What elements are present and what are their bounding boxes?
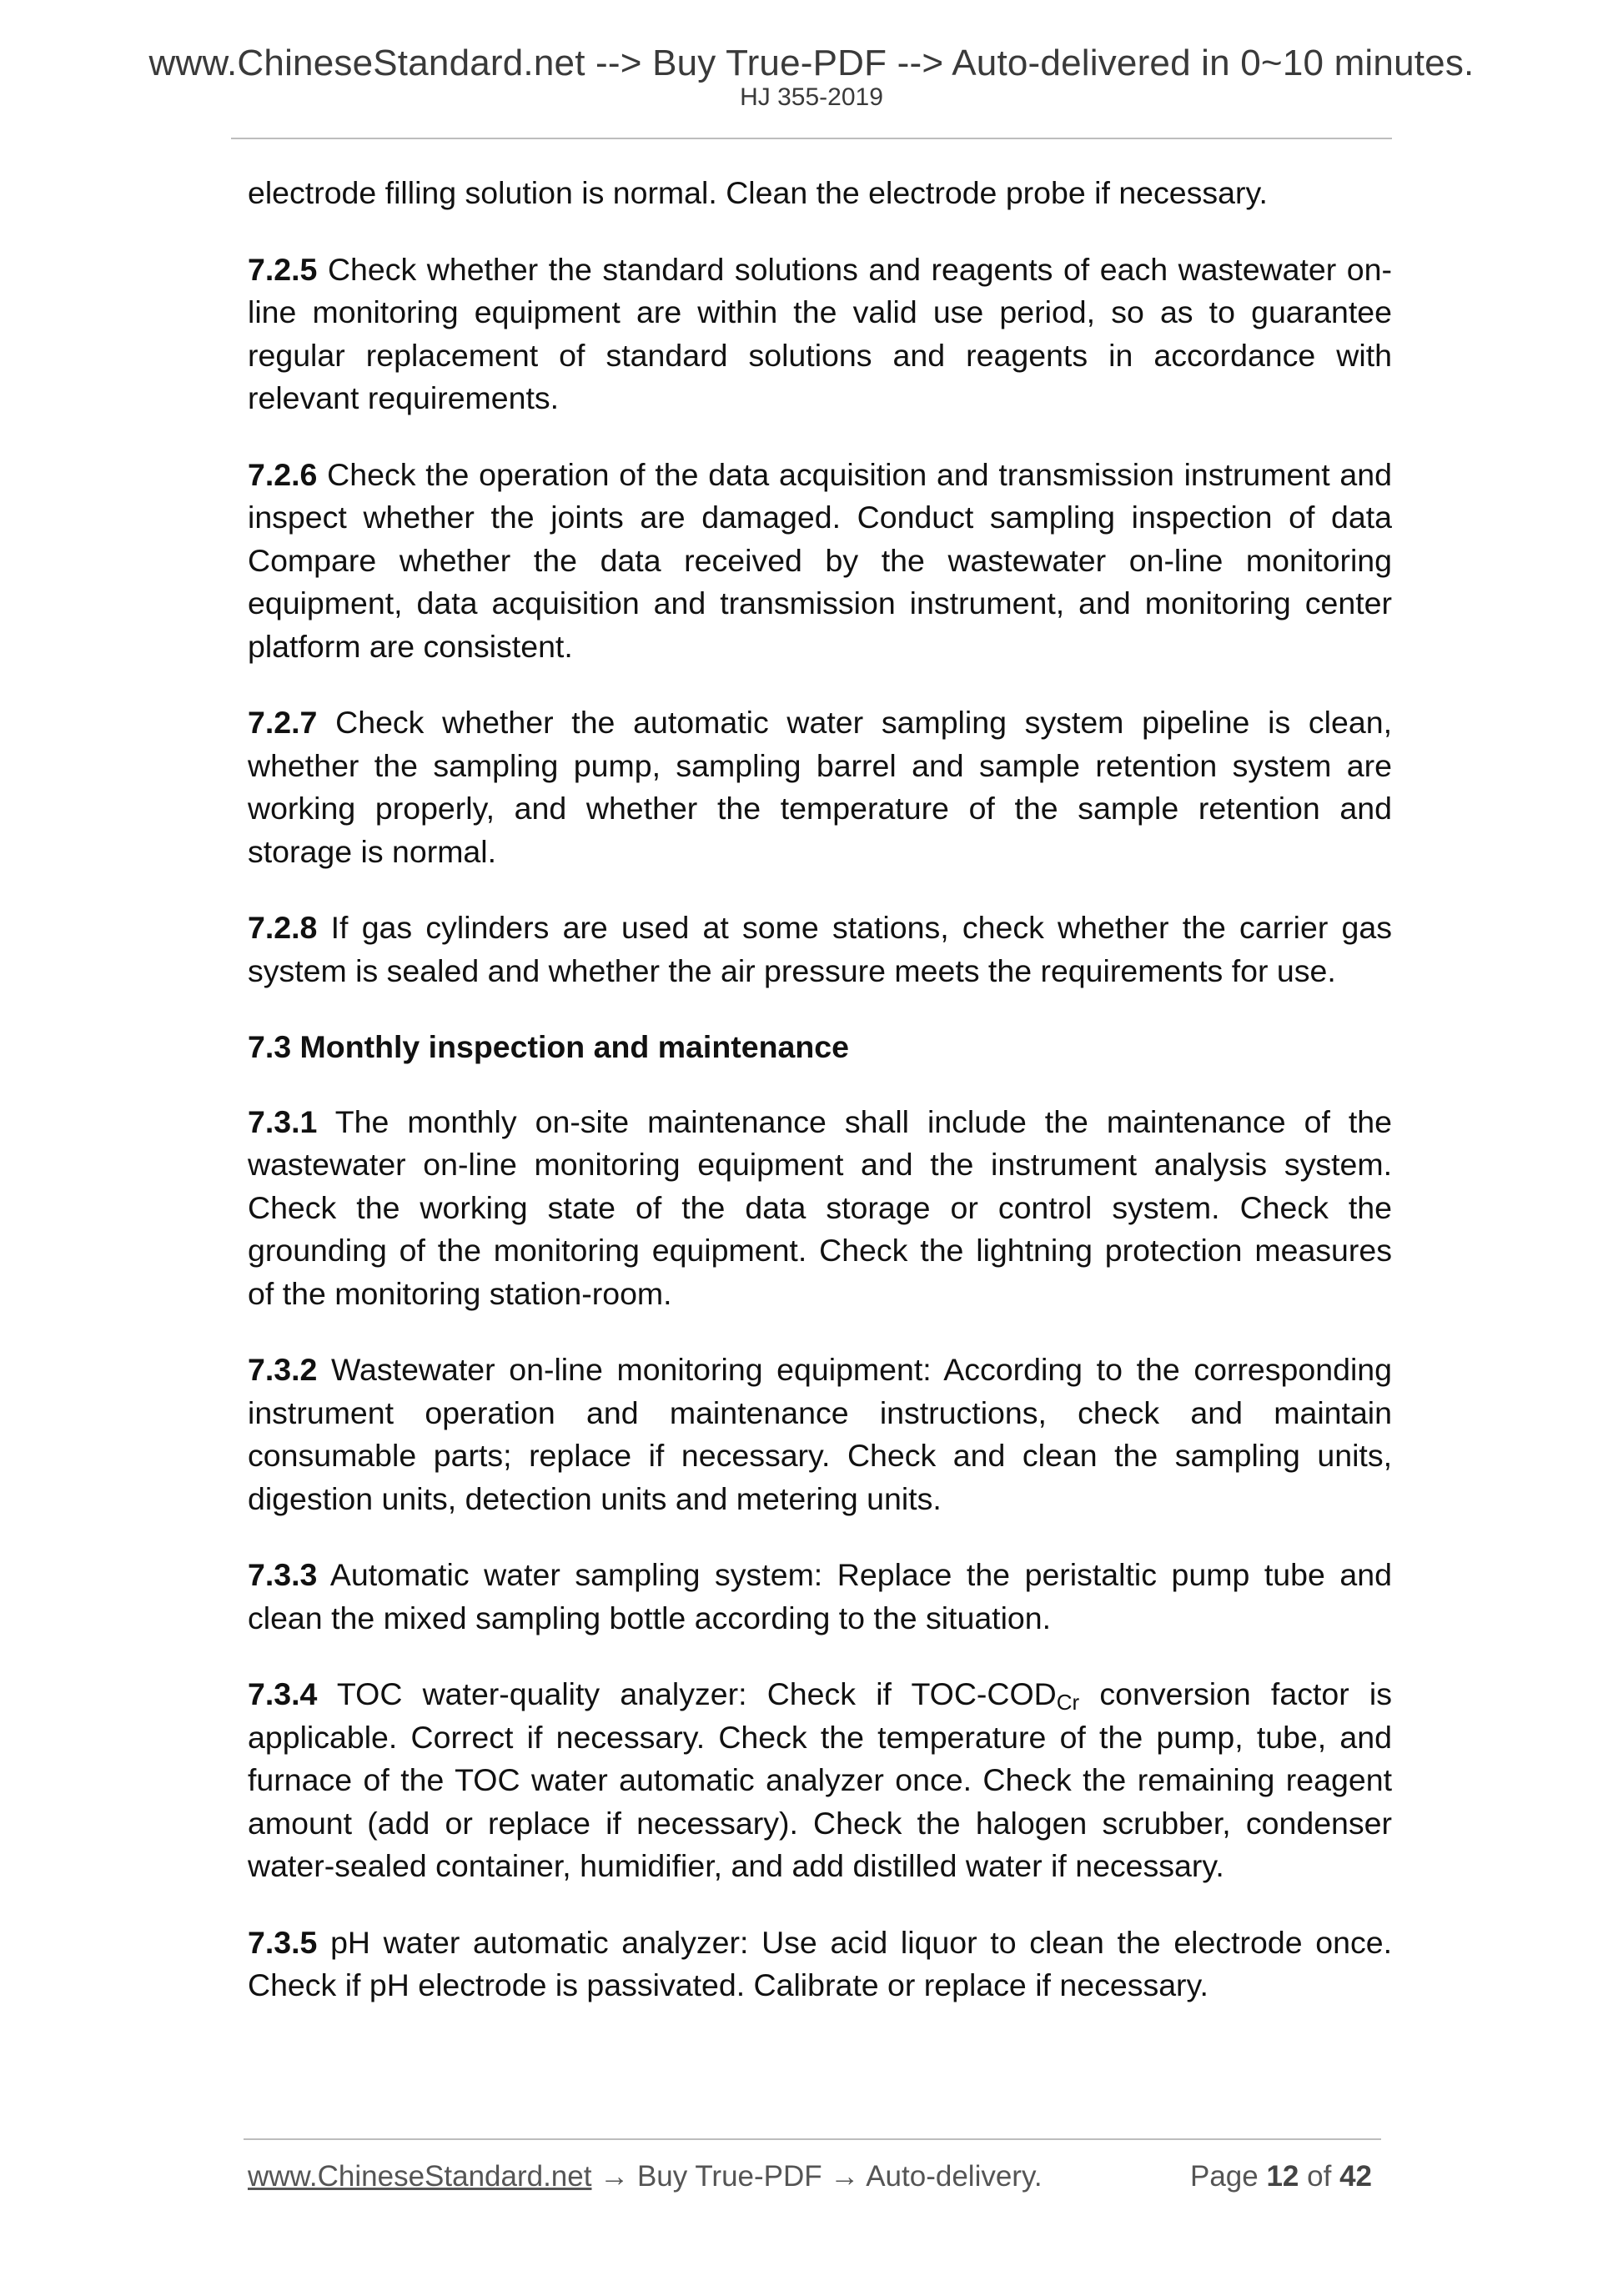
paragraph-continuation xyxy=(248,172,1392,215)
footer-links xyxy=(248,2158,1043,2195)
document-code: HJ 355-2019 xyxy=(740,83,883,111)
clause-number: 7.3.2 xyxy=(248,1352,318,1387)
clause-7-3-3 xyxy=(248,1554,1392,1640)
clause-number: 7.3.5 xyxy=(248,1924,318,1960)
clause-7-3-4 xyxy=(248,1673,1392,1888)
delivery-text: Auto-delivery. xyxy=(866,2160,1043,2193)
clause-text: pH water automatic analyzer: Use acid liquor to clean the electrode once. Check if pH electrode is passivated. Calibrate or replace if necessary. xyxy=(248,1924,1392,2002)
clause-number: 7.3.1 xyxy=(248,1103,318,1139)
page-number: 12 xyxy=(1266,2160,1299,2193)
clause-text: Check the operation of the data acquisition and transmission instrument and inspect whether the joints are damaged. Conduct sampling inspection of data Compare whether the data received by the wastewater on-line monitoring equipment, data acquisition and transmission instrument, and monitoring center platform are consistent. xyxy=(248,456,1392,664)
clause-7-3-1 xyxy=(248,1101,1392,1316)
section-heading-7-3: 7.3 Monthly inspection and maintenance xyxy=(248,1029,849,1064)
clause-text: Automatic water sampling system: Replace the peristaltic pump tube and clean the mixed sampling bottle according to the situation. xyxy=(248,1557,1392,1635)
page-label: Page xyxy=(1189,2160,1259,2193)
clause-number: 7.2.6 xyxy=(248,456,318,492)
clause-number: 7.2.8 xyxy=(248,910,318,945)
clause-7-3-2 xyxy=(248,1349,1392,1520)
arrow-icon: → xyxy=(830,2160,860,2193)
clause-number: 7.2.7 xyxy=(248,705,318,740)
website-link[interactable]: www.ChineseStandard.net xyxy=(248,2160,592,2193)
clause-7-2-7 xyxy=(248,701,1392,873)
paragraph-text: electrode filling solution is normal. Clean the electrode probe if necessary. xyxy=(248,175,1268,210)
clause-7-2-6 xyxy=(248,454,1392,669)
clause-text: If gas cylinders are used at some stations, check whether the carrier gas system is sealed and whether the air pressure meets the requirements for use. xyxy=(248,910,1392,988)
clause-7-2-8 xyxy=(248,907,1392,992)
subscript-cr: Cr xyxy=(1056,1690,1080,1715)
clause-text: TOC water-quality analyzer: Check if TOC-COD xyxy=(317,1676,1057,1711)
clause-text: conversion factor is applicable. Correct if necessary. Check the temperature of the pump, tube, and furnace of the TOC water automatic analyzer once. Check the remaining reagent amount (add or replace if necessary). Check the halogen scrubber, condenser water-sealed container, humidifier, and add distilled water if necessary. xyxy=(248,1676,1392,1883)
clause-text: The monthly on-site maintenance shall include the maintenance of the wastewater on-line monitoring equipment and the instrument analysis system. Check the working state of the data storage or control system. Check the grounding of the monitoring equipment. Check the lightning protection measures of the monitoring station-room. xyxy=(248,1103,1392,1311)
clause-7-3-5 xyxy=(248,1922,1392,2007)
header-banner: www.ChineseStandard.net --> Buy True-PDF --> Auto-delivered in 0~10 minutes. xyxy=(148,43,1475,83)
of-label: of xyxy=(1307,2160,1332,2193)
clause-7-2-5 xyxy=(248,249,1392,420)
page-total: 42 xyxy=(1339,2160,1372,2193)
page-indicator xyxy=(1190,2158,1372,2195)
arrow-icon: → xyxy=(600,2160,630,2193)
clause-text: Wastewater on-line monitoring equipment: According to the corresponding instrument operation and maintenance instructions, check and maintain consumable parts; replace if necessary. Check and clean the sampling units, digestion units, detection units and metering units. xyxy=(248,1352,1392,1516)
header-divider xyxy=(231,138,1392,139)
footer-divider xyxy=(244,2138,1381,2140)
clause-number: 7.2.5 xyxy=(248,251,318,287)
page-content xyxy=(248,172,1392,2041)
buy-text: Buy True-PDF xyxy=(636,2160,822,2193)
clause-number: 7.3.3 xyxy=(248,1557,318,1592)
clause-text: Check whether the automatic water sampling system pipeline is clean, whether the sampling pump, sampling barrel and sample retention system are working properly, and whether the temperature of the sample retention and storage is normal. xyxy=(248,705,1392,869)
clause-number: 7.3.4 xyxy=(248,1676,318,1711)
clause-text: Check whether the standard solutions and reagents of each wastewater on-line monitoring equipment are within the valid use period, so as to guarantee regular replacement of standard solutions and reagents in accordance with relevant requirements. xyxy=(248,251,1392,415)
